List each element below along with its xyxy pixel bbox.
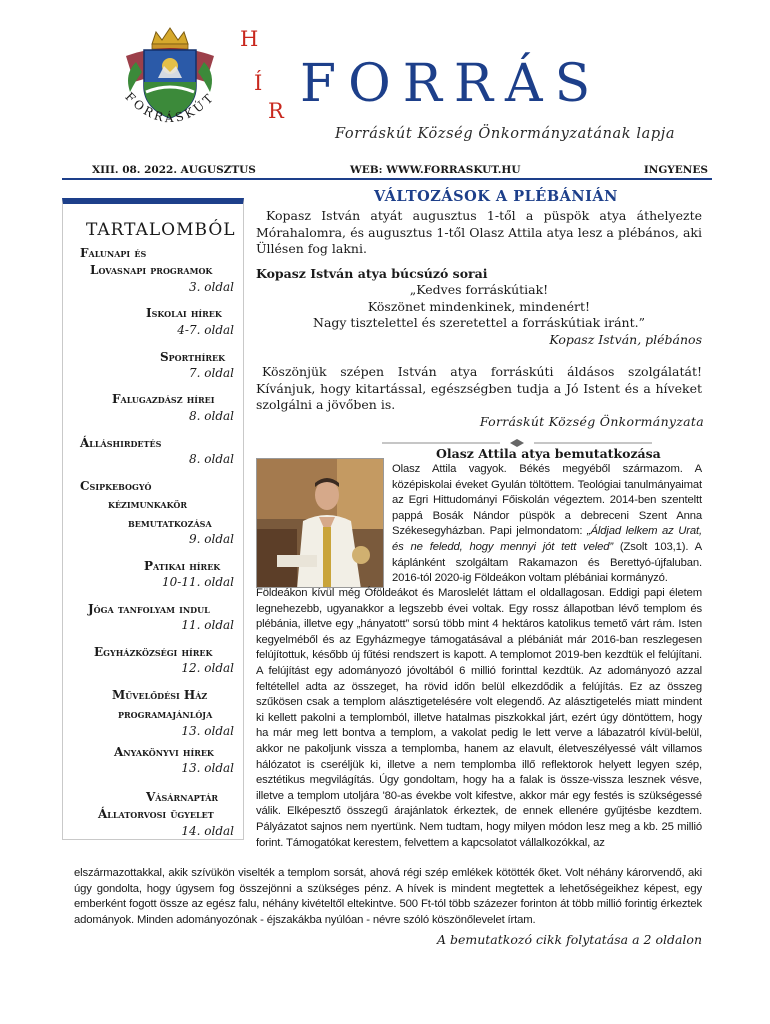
toc-item-iskolai[interactable]: Iskolai hírek [146, 306, 222, 320]
toc-page-sporthirek: 7. oldal [189, 366, 234, 380]
toc-item-programajanlo[interactable]: programajánlója [118, 707, 213, 721]
introduction-text-part: (Zsolt 103,1). A káplánként szolgáltam Rakamazon és Berettyó-újfaluban. 2016-tól 2020-ig Földeákon voltam plébániai kormányzó. [392, 540, 702, 585]
farewell-line: Nagy tisztelettel és szeretettel a forráskútiak iránt.” [313, 315, 645, 330]
toc-item-anyakonyvi[interactable]: Anyakönyvi hírek [114, 745, 214, 759]
farewell-signature: Kopasz István, plébános [549, 332, 702, 347]
price-label: INGYENES [643, 164, 708, 176]
toc-item-patikai[interactable]: Patikai hírek [144, 559, 221, 573]
hir-letter-h: H [240, 27, 259, 51]
farewell-heading: Kopasz István atya búcsúzó sorai [256, 266, 488, 281]
toc-page-lovasnapi: 3. oldal [189, 280, 234, 294]
article-headline: VÁLTOZÁSOK A PLÉBÁNIÁN [374, 188, 618, 205]
toc-item-csipkebogyo[interactable]: Csipkebogyó [80, 479, 152, 493]
issue-info-bar [62, 162, 712, 180]
toc-item-muvelodesi-haz[interactable]: Művelődési Ház [112, 688, 208, 702]
introduction-text-part: Olasz Attila vagyok. Békés megyéből származom. A középiskolai éveket Gyulán töltöttem. Teológiai tanulmányaimat az Egri Hittudományi Főiskolán végeztem. 2014-ben szenteltt pappá Bosák Nándor püspök a debreceni Szent Anna Székesegyházban. Papi jelmondatom: [392, 463, 702, 538]
issue-date: XIII. 08. 2022. AUGUSZTUS [92, 164, 256, 176]
toc-page-allashirdetes: 8. oldal [189, 452, 234, 466]
toc-page-joga: 11. oldal [181, 618, 234, 632]
section-divider-ornament [382, 434, 652, 442]
toc-item-egyhazkozsegi[interactable]: Egyházközségi hírek [94, 645, 213, 659]
toc-item-kezimunkakor[interactable]: kézimunkakör [108, 497, 187, 511]
toc-item-falugazdasz[interactable]: Falugazdász hírei [112, 392, 215, 406]
introduction-heading: Olasz Attila atya bemutatkozása [436, 446, 661, 461]
table-of-contents [62, 198, 244, 840]
toc-page-egyhazkozsegi: 12. oldal [181, 661, 234, 675]
newspaper-subtitle: Forráskút Község Önkormányzatának lapja [335, 126, 676, 142]
toc-item-allashirdetes[interactable]: Álláshirdetés [80, 436, 162, 450]
toc-page-patikai: 10-11. oldal [162, 575, 234, 589]
toc-item-bemutatkozasa[interactable]: bemutatkozása [128, 516, 212, 530]
toc-item-allatorvosi[interactable]: Állatorvosi ügyelet [98, 807, 214, 821]
toc-item-lovasnapi[interactable]: Lovasnapi programok [90, 263, 213, 277]
continuation-note[interactable]: A bemutatkozó cikk folytatása a 2 oldalon [436, 932, 702, 947]
toc-page-allatorvosi: 14. oldal [181, 824, 234, 838]
toc-page-csipkebogyo: 9. oldal [189, 532, 234, 546]
thanks-paragraph: Köszönjük szépen István atya forráskúti áldásos szolgálatát! Kívánjuk, hogy kitartással, egészségben tudja a Jó Istent és a híveket szolgálni a jövőben is. [256, 364, 702, 412]
toc-item-falunapi[interactable]: Falunapi és [80, 246, 147, 260]
newspaper-title: FORRÁS [300, 54, 603, 114]
village-coat-of-arms [106, 22, 234, 146]
toc-item-joga[interactable]: Jóga tanfolyam indul [88, 602, 210, 616]
introduction-text-right-column [392, 462, 702, 587]
thanks-signature: Forráskút Község Önkormányzata [479, 414, 704, 429]
toc-page-muvelodesi-haz: 13. oldal [181, 724, 234, 738]
farewell-line: „Kedves forráskútiak! [409, 282, 549, 297]
introduction-text-full-width: elszármazottakkal, akik szívükön viselték a templom sorsát, ahová régi szép emlékek kötötték őket. Volt néhány károrvendő, aki úgy gondolta, hogy úgysem fog összejönni a szükséges pénz. A hívek is mindent megtettek a lehetőségeikhez képest, egy emberként fogott össze az egész falu, néhány kivételtől eltekintve. 500 Ft-tól több százezer forinton át több millió forintig érkeztek adományok. Minden adományozónak - éjszakákba nyúlóan - névre szóló köszönőlevelet írtam. [74, 867, 702, 926]
farewell-line: Köszönet mindenkinek, mindenért! [367, 299, 591, 314]
introduction-text-wide-column: Földeákon kívül még Óföldeákot és Maroslelét láttam el oldallagosan. Eddigi papi életem legnehezebb, ugyanakkor a legszebb évei voltak. Egy rossz állapotban lévő templom és plébánia, illetve egy „hányatott” sorsú több mint 4 hektáros katolikus temető várt rám. Isten kegyelméből és az Egyházmegye támogatásával a plébániát már 2016-ban reszlegesen felújítottuk, később új fűtési rendszert is kapott. A templomot 2019-ben kezdtük el felújítani. A felújítást egy adományozó jóvoltából 6 millió forinttal kezdtük. Az adományozó azzal feltétellel adta az összeget, ha rövid időn belül elkezdődik a felújítás. Ez az összeg szűkösen csak a templom alásztigetelésére volt elegendő. Az alásztigetelés miatt mindent ki kellett pakolni a templomból, illetve hatalmas piszkokkal járt, ezért úgy döntöttem, hogy ha már meg lett bontva a templom, a vakolat pedig le lett verve a lábazatról kívül-belül, akkor ne pakoljunk vissza a templomba, hanem az elavult, életveszélyessé vált villamos hálózatot is cseréljük ki, illetve a nem templomba illő reflektorok helyett legyen szép, esztétikus megvilágítás. Úgy gondoltam, hogy ha a falak is össze-vissza lesznek vésve, illetve a templom utoljára '80-as évekbe volt kifestve, akkor már egy festés is szükségessé válik. Elképesztő összegű árajánlatok érkeztek, de ennek ellenére gyűjtésbe kezdtem. Pályázatot sajnos nem nyertünk. Nem tudtam, hogy milyen módon lesz meg a kb. 25 millió forint. Támogatókat kerestem, felvettem a kapcsolatot vállalkozókkal, az [256, 587, 702, 849]
website-link[interactable]: WEB: WWW.FORRASKUT.HU [350, 164, 521, 176]
priest-photo [256, 458, 384, 588]
hir-letter-r: R [268, 99, 284, 123]
toc-item-vasarnaptar[interactable]: Vásárnaptár [146, 790, 219, 804]
article-intro: Kopasz István atyát augusztus 1-től a püspök atya áthelyezte Mórahalomra, és augusztus 1-től Olasz Attila atya lesz a plébános, aki Üllésen fog lakni. [256, 208, 702, 256]
toc-item-sporthirek[interactable]: Sporthírek [160, 350, 226, 364]
toc-page-iskolai: 4-7. oldal [177, 323, 234, 337]
hir-letter-i: Í [254, 71, 263, 95]
svg-text:FORRÁSKÚT: FORRÁSKÚT [122, 89, 218, 126]
toc-page-falugazdasz: 8. oldal [189, 409, 234, 423]
toc-title: TARTALOMBÓL [86, 220, 236, 240]
toc-page-anyakonyvi: 13. oldal [181, 761, 234, 775]
priest-motto: „Áldjad lelkem az Urat, és ne feledd, hogy mennyi jót tett veled” [392, 525, 702, 553]
